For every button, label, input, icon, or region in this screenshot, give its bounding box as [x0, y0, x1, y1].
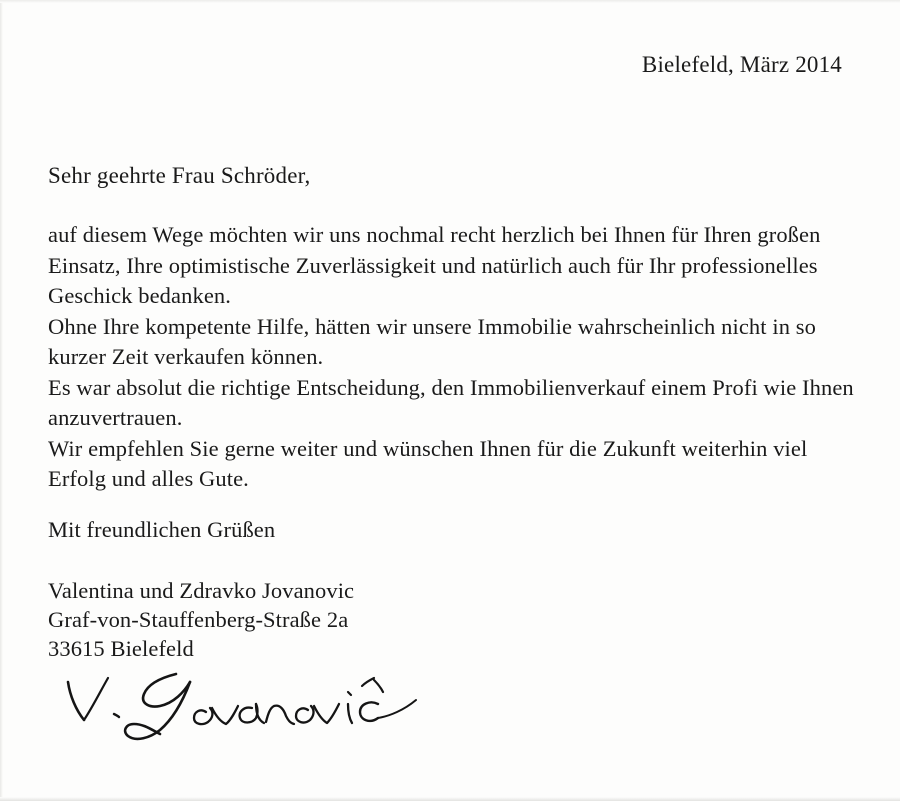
sender-address	[48, 576, 354, 663]
paragraph: Es war absolut die richtige Entscheidung, den Immobilienverkauf einem Profi wie Ihnen anzuvertrauen.	[48, 374, 854, 430]
sender-street: Graf-von-Stauffenberg-Straße 2a	[48, 607, 349, 632]
date-line: Bielefeld, März 2014	[641, 52, 842, 77]
salutation: Sehr geehrte Frau Schröder,	[48, 163, 311, 188]
paragraph: auf diesem Wege möchten wir uns nochmal recht herzlich bei Ihnen für Ihren großen Einsatz, Ihre optimistische Zuverlässigkeit und natürlich auch für Ihr professionelles Geschick bedanken.	[48, 222, 821, 308]
scan-edge-top	[0, 0, 900, 3]
letter-body	[48, 220, 866, 495]
scan-edge-left	[0, 0, 3, 801]
sender-names: Valentina und Zdravko Jovanovic	[48, 578, 355, 603]
paragraph: Wir empfehlen Sie gerne weiter und wünschen Ihnen für die Zukunft weiterhin viel Erfolg und alles Gute.	[48, 435, 808, 491]
scan-edge-bottom	[0, 797, 900, 801]
signature-image	[56, 668, 436, 753]
sender-city: 33615 Bielefeld	[48, 636, 194, 661]
paragraph: Ohne Ihre kompetente Hilfe, hätten wir unsere Immobilie wahrscheinlich nicht in so kurzer Zeit verkaufen können.	[48, 313, 816, 369]
closing-phrase: Mit freundlichen Grüßen	[48, 517, 276, 542]
